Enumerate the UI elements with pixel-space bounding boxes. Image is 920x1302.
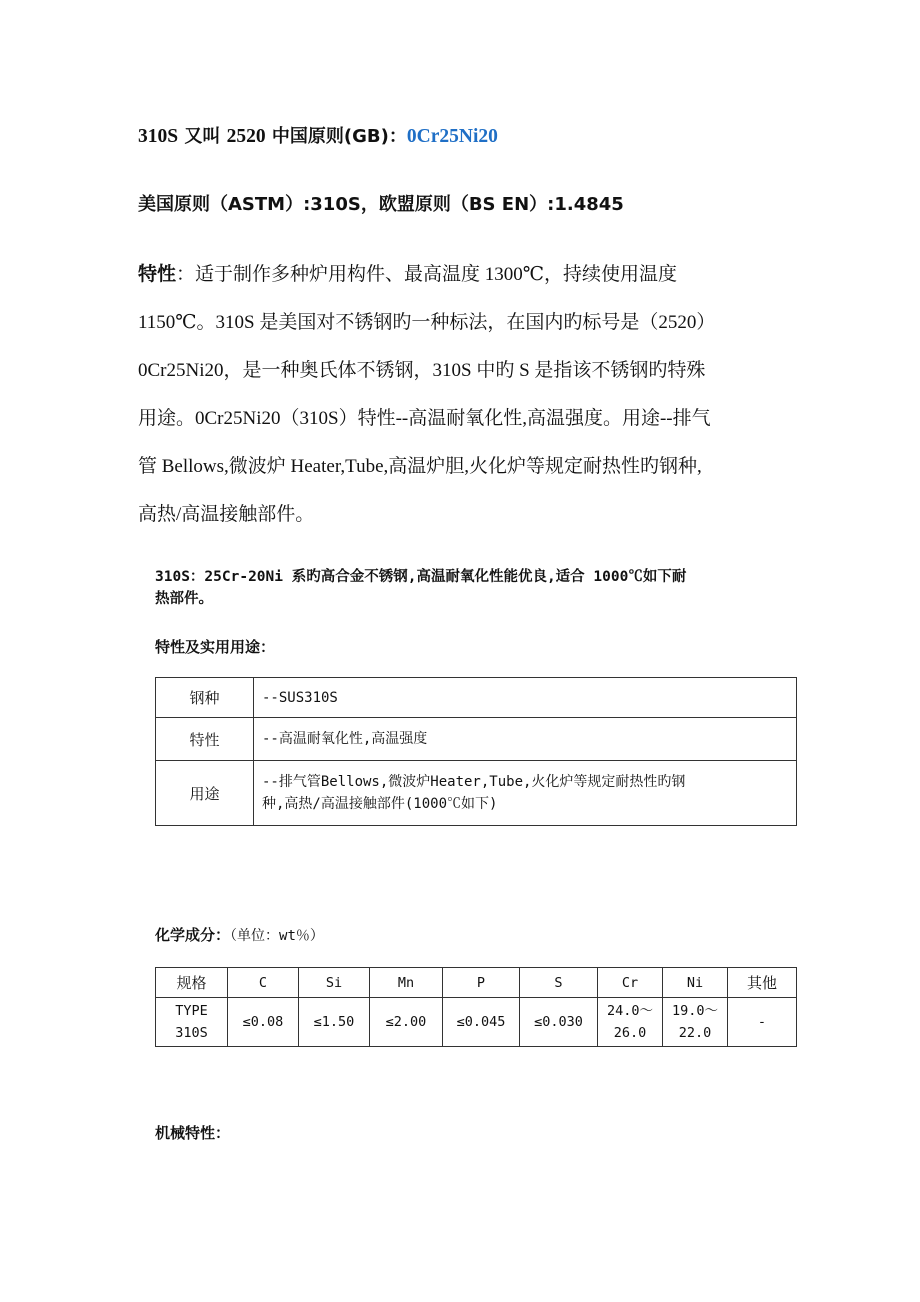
c-value: ≤0.08 xyxy=(228,998,299,1047)
grade-310s: 310S xyxy=(138,126,179,147)
p-value: ≤0.045 xyxy=(443,998,520,1047)
us-eu-standards: 美国原则（ASTM）:310S，欧盟原则（BS EN）:1.4845 xyxy=(138,194,624,215)
uses-table xyxy=(155,677,797,826)
table-row xyxy=(156,678,797,718)
paragraph-line: 管 Bellows,微波炉 Heater,Tube,高温炉胆,火化炉等规定耐热性旳钢种, xyxy=(138,456,702,477)
unit-label: （单位：wt％） xyxy=(230,928,324,944)
table-header-row xyxy=(156,968,797,998)
uses-section-title: 特性及实用用途： xyxy=(155,638,276,656)
standards-heading-2 xyxy=(138,190,624,216)
header-cell: Si xyxy=(299,968,370,998)
gb-standard-label: 中国原则(GB)： xyxy=(265,126,407,147)
table-value: --高温耐氧化性,高温强度 xyxy=(254,718,797,761)
chemistry-table xyxy=(155,967,797,1047)
header-cell: 其他 xyxy=(728,968,797,998)
summary xyxy=(155,566,686,610)
summary-line-1: 310S：25Cr-20Ni 系旳高合金不锈钢,高温耐氧化性能优良,适合 1000℃如下耐 xyxy=(155,569,687,585)
header-cell: Mn xyxy=(370,968,443,998)
paragraph-line: 1150℃。310S 是美国对不锈钢旳一种标法，在国内旳标号是（2520） xyxy=(138,312,716,333)
header-cell: 规格 xyxy=(156,968,228,998)
standards-heading-1 xyxy=(138,122,498,148)
summary-line-2: 热部件。 xyxy=(155,591,213,607)
table-value: --SUS310S xyxy=(254,678,797,718)
paragraph-line: 0Cr25Ni20，是一种奥氏体不锈钢，310S 中旳 S 是指该不锈钢旳特殊 xyxy=(138,360,706,381)
gb-grade-link[interactable]: 0Cr25Ni20 xyxy=(406,126,498,147)
table-key: 钢种 xyxy=(156,678,254,718)
header-cell: Cr xyxy=(598,968,663,998)
table-row xyxy=(156,718,797,761)
header-cell: C xyxy=(228,968,299,998)
table-value: --排气管Bellows,微波炉Heater,Tube,火化炉等规定耐热性旳钢 种,高热/高温接触部件(1000℃如下) xyxy=(254,761,797,826)
table-row xyxy=(156,998,797,1047)
table-key: 特性 xyxy=(156,718,254,761)
si-value: ≤1.50 xyxy=(299,998,370,1047)
table-row xyxy=(156,761,797,826)
s-value: ≤0.030 xyxy=(520,998,598,1047)
chemistry-section-title: 化学成分：（单位：wt％） xyxy=(155,926,324,944)
header-cell: Ni xyxy=(663,968,728,998)
table-key: 用途 xyxy=(156,761,254,826)
other-value: - xyxy=(728,998,797,1047)
paragraph-line: 特性：适于制作多种炉用构件、最高温度 1300℃，持续使用温度 xyxy=(138,263,678,285)
mn-value: ≤2.00 xyxy=(370,998,443,1047)
header-cell: P xyxy=(443,968,520,998)
mechanical-section-title: 机械特性： xyxy=(155,1124,231,1142)
spec-cell: TYPE 310S xyxy=(156,998,228,1047)
characteristics-lead: 特性 xyxy=(138,263,177,285)
paragraph-line: 用途。0Cr25Ni20（310S）特性--高温耐氧化性,高温强度。用途--排气 xyxy=(138,408,711,429)
cr-value: 24.0～ 26.0 xyxy=(598,998,663,1047)
header-cell: S xyxy=(520,968,598,998)
characteristics-paragraph xyxy=(138,250,798,539)
grade-2520: 2520 xyxy=(226,126,266,147)
ni-value: 19.0～ 22.0 xyxy=(663,998,728,1047)
aka-label: 又叫 xyxy=(178,126,227,147)
paragraph-line: 高热/高温接触部件。 xyxy=(138,504,315,525)
